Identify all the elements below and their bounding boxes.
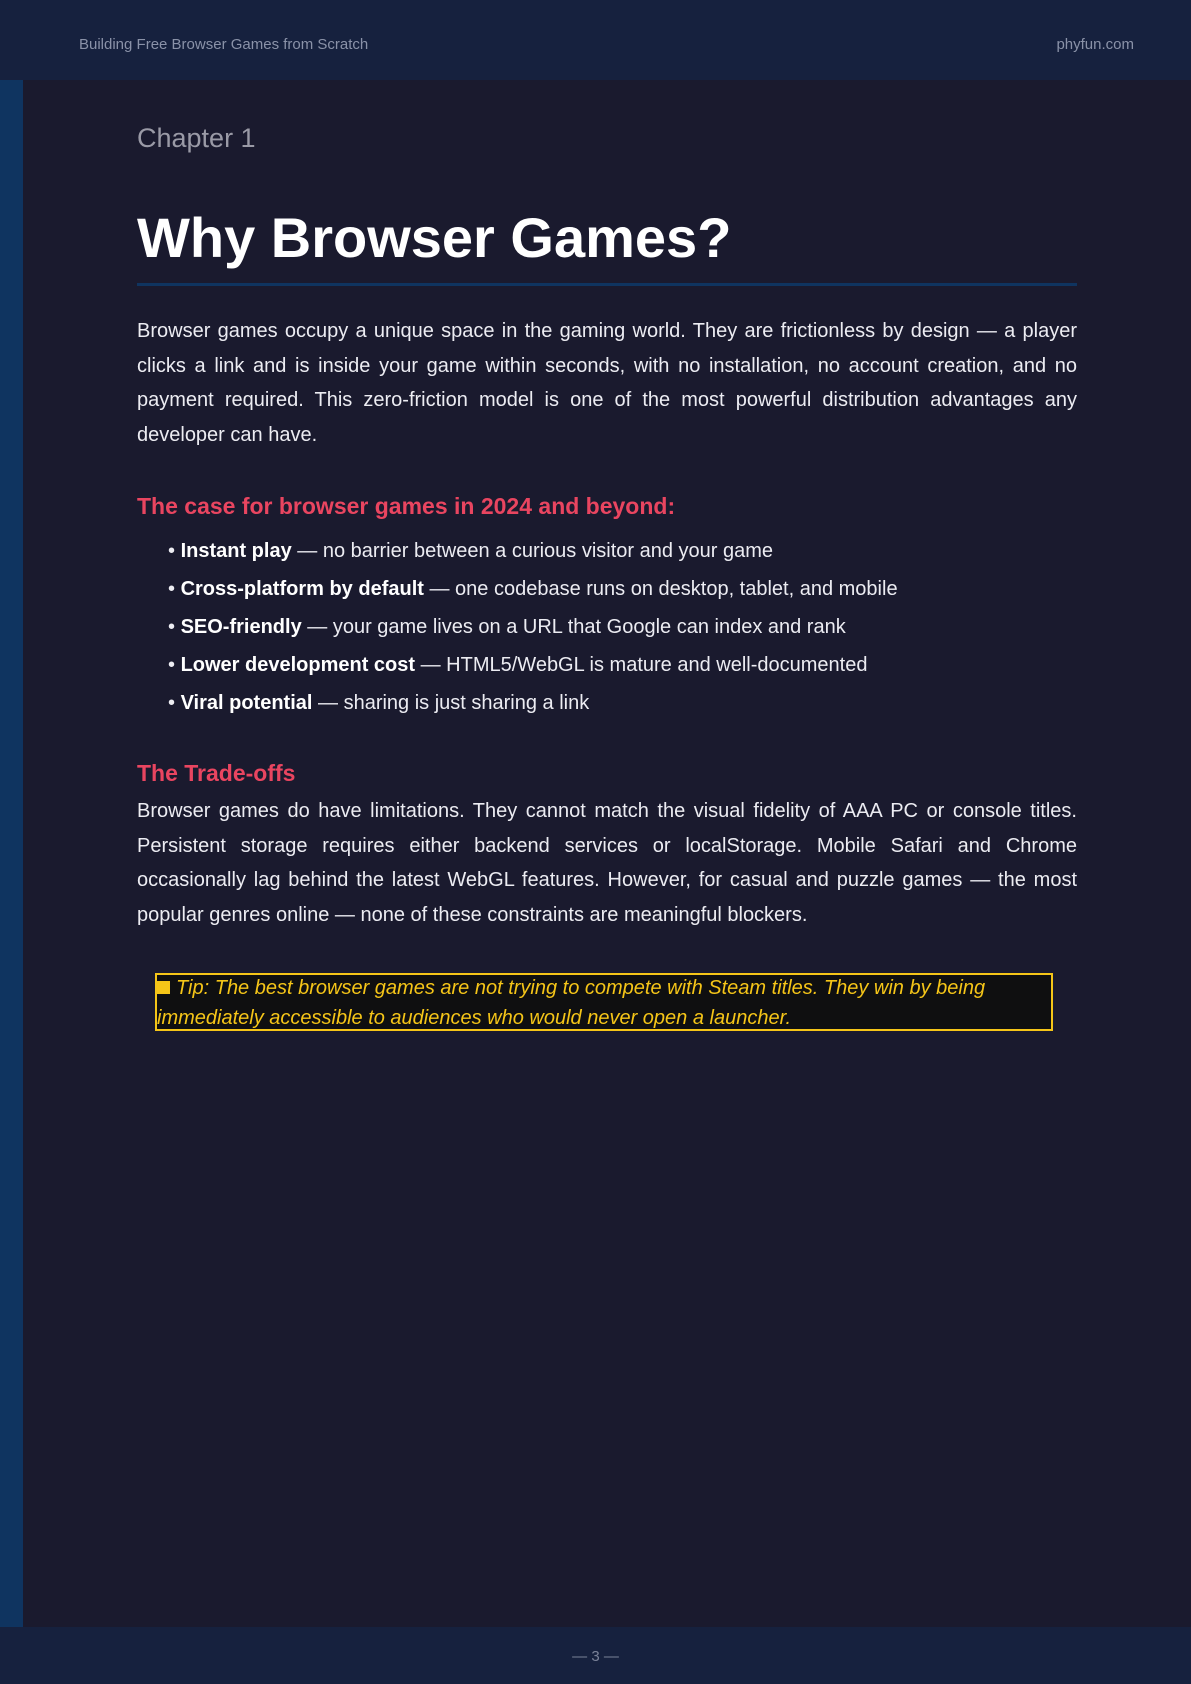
list-item: • SEO-friendly — your game lives on a URL that Google can index and rank — [168, 616, 846, 638]
benefit-desc: — no barrier between a curious visitor and your game — [291, 540, 774, 562]
page-header — [0, 0, 1191, 80]
list-item: • Cross-platform by default — one codebase runs on desktop, tablet, and mobile — [168, 578, 898, 600]
header-book-title: Building Free Browser Games from Scratch — [79, 36, 369, 53]
benefits-heading: The case for browser games in 2024 and beyond: — [137, 493, 676, 519]
benefit-desc: — one codebase runs on desktop, tablet, and mobile — [423, 578, 898, 600]
intro-paragraph: Browser games occupy a unique space in the gaming world. They are frictionless by design — a player clicks a link and is inside your game within seconds, with no installation, no account creation, and no payment required. This zero-friction model is one of the most powerful distribution advantages any developer can have. — [137, 320, 1077, 446]
benefit-term: Instant play — [180, 540, 292, 562]
header-site: phyfun.com — [1056, 36, 1134, 53]
benefit-term: Cross-platform by default — [180, 578, 424, 600]
page-content — [137, 122, 1077, 1029]
page-number: — 3 — — [572, 1648, 619, 1665]
benefit-term: Lower development cost — [180, 654, 416, 676]
list-item: • Viral potential — sharing is just sharing a link — [168, 692, 590, 714]
list-item: • Instant play — no barrier between a curious visitor and your game — [168, 540, 774, 562]
benefit-desc: — your game lives on a URL that Google can index and rank — [301, 616, 846, 638]
tradeoffs-heading: The Trade-offs — [137, 760, 296, 786]
benefits-list — [168, 532, 898, 722]
chapter-label: Chapter 1 — [137, 123, 256, 153]
tradeoffs-paragraph: Browser games do have limitations. They cannot match the visual fidelity of AAA PC or console titles. Persistent storage requires either backend services or localStorage. Mobile Safari and Chrome occasionally lag behind the latest WebGL features. However, for casual and puzzle games — the most popular genres online — none of these constraints are meaningful blockers. — [137, 800, 1077, 926]
tip-callout — [155, 973, 1053, 1031]
benefit-term: Viral potential — [180, 692, 313, 714]
title-divider — [137, 283, 1077, 286]
benefit-desc: — HTML5/WebGL is mature and well-documented — [415, 654, 868, 676]
tip-square-icon — [157, 981, 170, 994]
side-accent-stripe — [0, 80, 23, 1627]
tip-paragraph — [157, 973, 1051, 1033]
list-item: • Lower development cost — HTML5/WebGL is mature and well-documented — [168, 654, 868, 676]
benefit-desc: — sharing is just sharing a link — [312, 692, 590, 714]
benefit-term: SEO-friendly — [180, 616, 302, 638]
tip-text: Tip: The best browser games are not trying to compete with Steam titles. They win by being immediately accessible to audiences who would never open a launcher. — [157, 977, 986, 1029]
page-title: Why Browser Games? — [137, 206, 732, 269]
page-footer — [0, 1627, 1191, 1684]
